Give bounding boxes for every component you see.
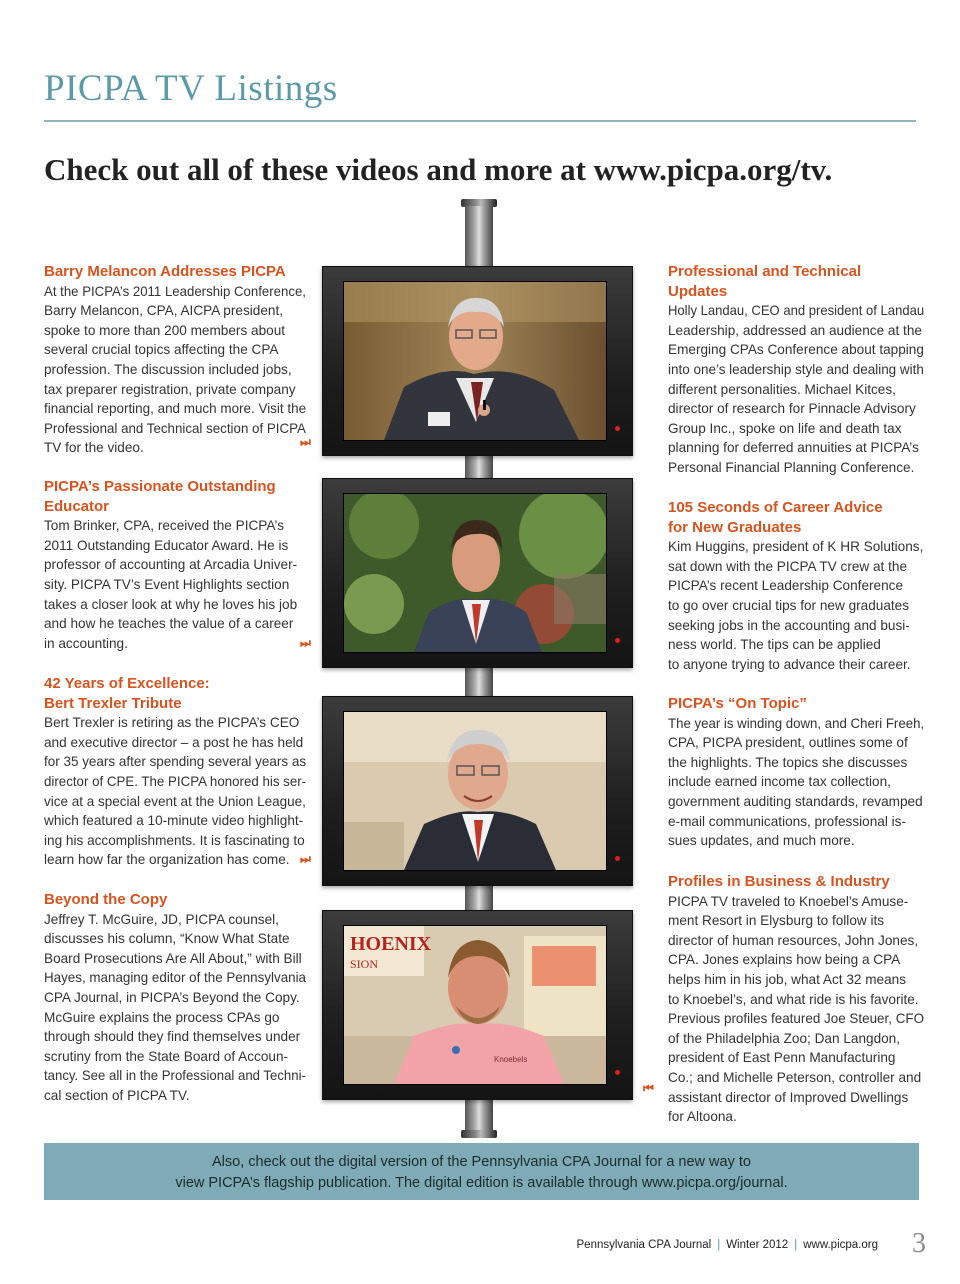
article-body-line: Kim Huggins, president of K HR Solutions,	[668, 539, 924, 555]
video-thumbnail-john-jones[interactable]	[343, 925, 607, 1085]
article-title-line: Beyond the Copy	[44, 891, 168, 908]
article-title[interactable]	[44, 477, 306, 516]
article-body-line: different personalities. Michael Kitces,	[668, 381, 896, 397]
tv-monitor-3[interactable]	[322, 696, 633, 886]
article-body-line: discusses his column, “Know What State	[44, 931, 290, 947]
article-body-line: Group Inc., spoke on life and death tax	[668, 420, 902, 436]
article-body-line: spoke to more than 200 members about	[44, 322, 286, 338]
footer-issue: Winter 2012	[726, 1239, 789, 1251]
article-body-line: Bert Trexler is retiring as the PICPA’s CEO	[44, 715, 300, 731]
tv-monitor-1[interactable]	[322, 266, 633, 456]
pole-segment	[465, 456, 493, 478]
article-body-line: vice at a special event at the Union League,	[44, 793, 306, 809]
tv-power-light	[615, 426, 620, 431]
article-title-line: Bert Trexler Tribute	[44, 694, 182, 712]
page-title: PICPA TV Listings	[44, 68, 338, 109]
article-body-line: PICPA’s recent Leadership Conference	[668, 578, 904, 594]
article-title-line: Professional and Technical	[668, 263, 862, 280]
article-body-line: to anyone trying to advance their career.	[668, 656, 911, 672]
article-body-line: tancy. See all in the Professional and Techni-	[44, 1068, 306, 1084]
article-body-line: Jeffrey T. McGuire, JD, PICPA counsel,	[44, 911, 279, 927]
tv-power-light	[615, 856, 620, 861]
article-title-line: Barry Melancon Addresses PICPA	[44, 263, 286, 280]
digital-edition-callout	[44, 1143, 919, 1200]
article-body-line: assistant director of Improved Dwellings	[668, 1089, 909, 1105]
screen-sign-subtext: SION	[350, 957, 379, 971]
article-body-line: ness world. The tips can be applied	[668, 637, 881, 653]
article-beyond-the-copy	[44, 890, 306, 1106]
article-body-line: profession. The discussion included jobs,	[44, 361, 292, 377]
play-forward-icon[interactable]: ⏭	[300, 852, 308, 866]
article-outstanding-educator	[44, 477, 306, 653]
tv-monitor-2[interactable]	[322, 478, 633, 668]
article-body	[668, 301, 924, 477]
tv-monitor-4[interactable]	[322, 910, 633, 1100]
article-body-line: sat down with the PICPA TV crew at the	[668, 558, 908, 574]
article-body-line: to Knoebel’s, and what ride is his favorite.	[668, 991, 919, 1007]
article-body-line: of the Philadelphia Zoo; Dan Langdon,	[668, 1030, 901, 1046]
article-title[interactable]	[668, 872, 924, 892]
article-body-line: planning for deferred annuities at PICPA’s	[668, 440, 919, 456]
article-profiles-business	[668, 872, 924, 1127]
article-body-line: into one’s leadership style and dealing with	[668, 361, 924, 377]
article-title-line: 42 Years of Excellence:	[44, 675, 210, 692]
article-body-line: director of CPE. The PICPA honored his ser-	[44, 773, 307, 789]
article-title[interactable]	[44, 674, 306, 713]
article-body-line: to go over crucial tips for new graduates	[668, 597, 910, 613]
article-professional-technical	[668, 262, 924, 478]
article-body-line: CPA, PICPA president, outlines some of	[668, 735, 908, 751]
tv-power-light	[615, 638, 620, 643]
article-on-topic	[668, 694, 924, 851]
article-body-line: learn how far the organization has come.	[44, 852, 290, 868]
article-body	[44, 713, 306, 870]
article-body	[668, 892, 924, 1127]
pole-bottom-cap	[461, 1130, 497, 1138]
article-body-line: sues updates, and much more.	[668, 833, 855, 849]
play-back-icon[interactable]: ⏮	[643, 1081, 651, 1095]
article-body-line: ment Resort in Elysburg to follow its	[668, 913, 885, 929]
article-body-line: in accounting.	[44, 635, 128, 651]
article-title-line: Updates	[668, 282, 728, 300]
article-body-line: Tom Brinker, CPA, received the PICPA’s	[44, 518, 284, 534]
page-number: 3	[912, 1228, 926, 1259]
article-body-line: helps him in his job, what Act 32 means	[668, 971, 907, 987]
article-body-line: 2011 Outstanding Educator Award. He is	[44, 537, 289, 553]
article-body-line: Barry Melancon, CPA, AICPA president,	[44, 303, 284, 319]
pole-bottom	[465, 1100, 493, 1132]
article-body-line: president of East Penn Manufacturing	[668, 1050, 896, 1066]
article-body-line: Emerging CPAs Conference about tapping	[668, 342, 924, 358]
article-body-line: Leadership, addressed an audience at the	[668, 322, 922, 338]
article-body-line: sity. PICPA TV’s Event Highlights section	[44, 576, 290, 592]
article-body-line: which featured a 10-minute video highlight-	[44, 813, 304, 829]
shirt-logo-text: Knoebels	[494, 1055, 528, 1064]
article-title[interactable]	[668, 498, 924, 537]
article-body-line: e-mail communications, professional is-	[668, 813, 906, 829]
video-thumbnail-bert-trexler[interactable]	[343, 711, 607, 871]
article-body-line: McGuire explains the process CPAs go	[44, 1009, 280, 1025]
page-footer: Pennsylvania CPA Journal | Winter 2012 | www.picpa.org	[576, 1239, 878, 1251]
article-body-line: and executive director – a post he has held	[44, 734, 304, 750]
callout-line-1: Also, check out the digital version of the Pennsylvania CPA Journal for a new way to	[212, 1154, 751, 1170]
article-title[interactable]	[668, 694, 924, 714]
article-title-line: PICPA’s Passionate Outstanding	[44, 478, 276, 495]
pole-segment	[465, 668, 493, 696]
article-body-line: Co.; and Michelle Peterson, controller and	[668, 1069, 922, 1085]
article-body	[44, 282, 306, 458]
article-title[interactable]	[44, 262, 306, 282]
video-thumbnail-barry-melancon[interactable]	[343, 281, 607, 441]
play-forward-icon[interactable]: ⏭	[300, 636, 308, 650]
tv-power-light	[615, 1070, 620, 1075]
video-thumbnail-tom-brinker[interactable]	[343, 493, 607, 653]
article-body-line: Holly Landau, CEO and president of Landau	[668, 303, 925, 319]
article-body-line: government auditing standards, revamped	[668, 793, 923, 809]
article-body-line: takes a closer look at why he loves his job	[44, 596, 298, 612]
footer-journal-name: Pennsylvania CPA Journal	[576, 1239, 712, 1251]
pole-segment	[465, 886, 493, 910]
article-body-line: financial reporting, and much more. Visit the	[44, 401, 307, 417]
article-body-line: PICPA TV traveled to Knoebel’s Amuse-	[668, 893, 909, 909]
article-body-line: through should they find themselves under	[44, 1029, 301, 1045]
article-body-line: CPA. Jones explains how being a CPA	[668, 952, 901, 968]
article-body-line: ing his accomplishments. It is fascinating to	[44, 832, 305, 848]
article-body	[44, 910, 306, 1106]
article-body-line: cal section of PICPA TV.	[44, 1087, 190, 1103]
footer-website[interactable]: www.picpa.org	[803, 1239, 878, 1251]
article-title-line: PICPA’s “On Topic”	[668, 695, 807, 712]
article-body-line: include earned income tax collection,	[668, 774, 891, 790]
page-subtitle: Check out all of these videos and more at www.picpa.org/tv.	[44, 152, 833, 187]
article-career-advice	[668, 498, 924, 674]
article-body-line: director of research for Pinnacle Advisory	[668, 401, 916, 417]
play-forward-icon[interactable]: ⏭	[300, 435, 308, 449]
article-bert-trexler	[44, 674, 306, 870]
article-body	[668, 714, 924, 851]
article-body-line: TV for the video.	[44, 440, 144, 456]
article-body-line: several crucial topics affecting the CPA	[44, 342, 279, 358]
article-body-line: Personal Financial Planning Conference.	[668, 459, 915, 475]
article-body-line: Professional and Technical section of PICPA	[44, 420, 306, 436]
screen-sign-text: HOENIX	[350, 933, 432, 955]
article-body-line: CPA Journal, in PICPA’s Beyond the Copy.	[44, 989, 300, 1005]
article-body	[44, 516, 306, 653]
article-title[interactable]	[668, 262, 924, 301]
article-title-line: Profiles in Business & Industry	[668, 873, 890, 890]
article-body-line: and how he teaches the value of a career	[44, 616, 294, 632]
article-body-line: Hayes, managing editor of the Pennsylvania	[44, 970, 307, 986]
article-body-line: director of human resources, John Jones,	[668, 932, 919, 948]
article-title[interactable]	[44, 890, 306, 910]
article-body-line: seeking jobs in the accounting and busi-	[668, 617, 910, 633]
article-body	[668, 537, 924, 674]
article-title-line: for New Graduates	[668, 518, 802, 536]
article-body-line: The year is winding down, and Cheri Freeh,	[668, 715, 925, 731]
pole-top	[465, 206, 493, 266]
article-body-line: At the PICPA’s 2011 Leadership Conference,	[44, 283, 306, 299]
article-body-line: Board Prosecutions Are All About,” with Bill	[44, 950, 302, 966]
article-body-line: the highlights. The topics she discusses	[668, 754, 908, 770]
article-title-line: Educator	[44, 497, 110, 515]
article-body-line: tax preparer registration, private company	[44, 381, 296, 397]
article-body-line: for 35 years after spending several years as	[44, 754, 307, 770]
title-divider	[44, 120, 916, 122]
article-body-line: scrutiny from the State Board of Accoun-	[44, 1048, 289, 1064]
article-body-line: for Altoona.	[668, 1109, 737, 1125]
article-body-line: Previous profiles featured Joe Steuer, CFO	[668, 1011, 925, 1027]
article-title-line: 105 Seconds of Career Advice	[668, 499, 883, 516]
article-barry-melancon	[44, 262, 306, 458]
article-body-line: professor of accounting at Arcadia Univer-	[44, 557, 298, 573]
callout-line-2: view PICPA’s flagship publication. The digital edition is available through www.picpa.org/journal.	[175, 1175, 788, 1191]
